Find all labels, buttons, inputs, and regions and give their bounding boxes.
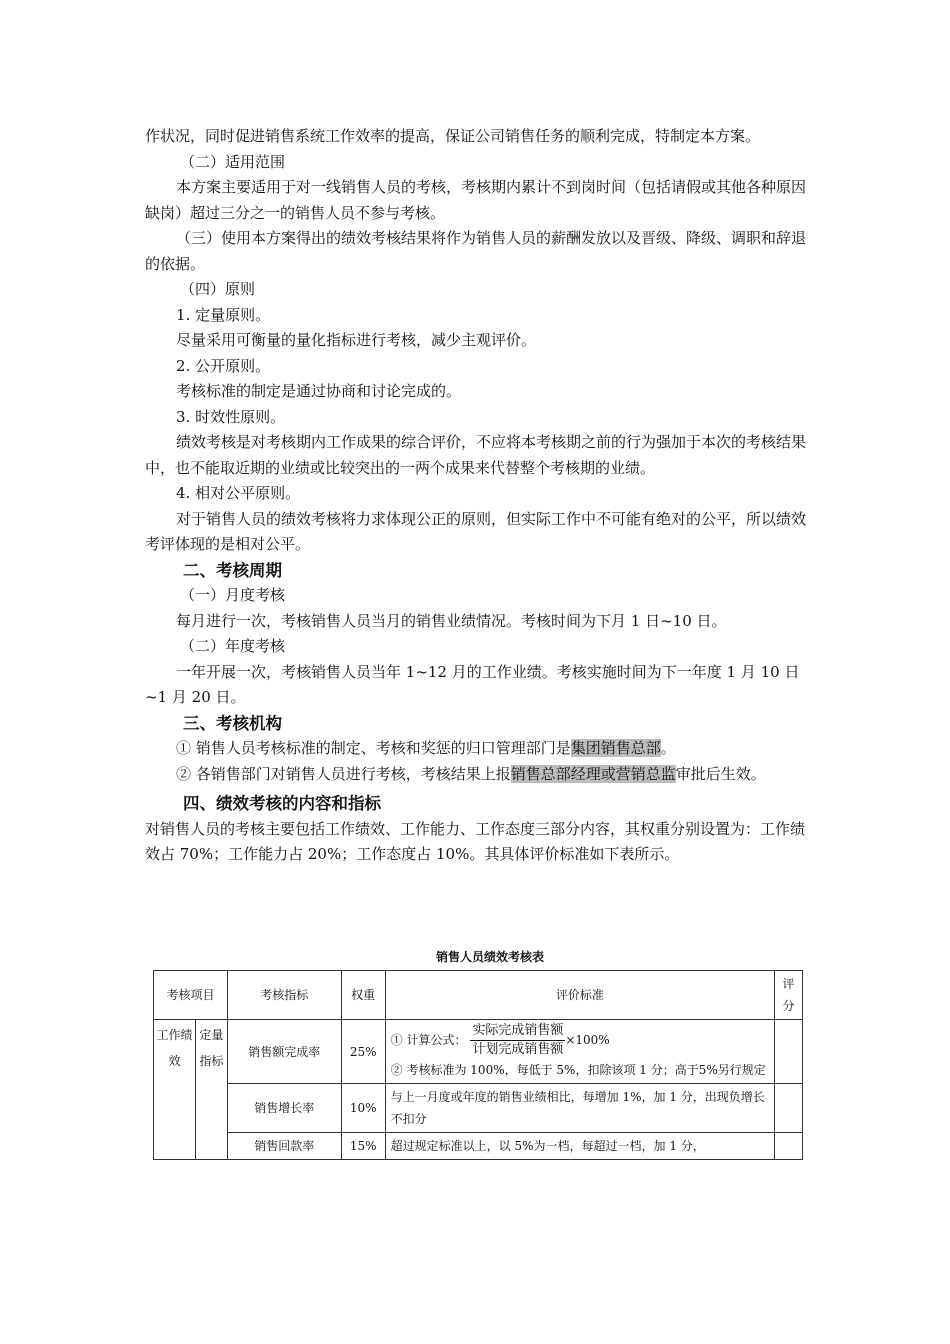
paragraph-intro: 作状况，同时促进销售系统工作效率的提高，保证公司销售任务的顺利完成，特制定本方案。 xyxy=(145,127,761,145)
paragraph-monthly: 每月进行一次，考核销售人员当月的销售业绩情况。考核时间为下月 1 日~10 日。 xyxy=(176,611,727,630)
header-standard: 评价标准 xyxy=(385,971,774,1020)
weight-sales-completion: 25% xyxy=(341,1020,385,1084)
indicator-sales-growth: 销售增长率 xyxy=(227,1084,341,1133)
table-row xyxy=(154,1020,803,1084)
paragraph-usage: （三）使用本方案得出的绩效考核结果将作为销售人员的薪酬发放以及晋级、降级、调职和辞退的依据。 xyxy=(145,229,807,273)
document-body xyxy=(145,124,815,1153)
formula-numerator: 实际完成销售额 xyxy=(470,1022,565,1041)
table-header-row xyxy=(154,971,803,1020)
indicator-sales-completion: 销售额完成率 xyxy=(227,1020,341,1084)
score-cell xyxy=(774,1133,802,1160)
formula-label: ① 计算公式： xyxy=(390,1033,467,1047)
standard-sales-completion xyxy=(385,1020,774,1084)
table-row xyxy=(154,1084,803,1133)
table-row xyxy=(154,1133,803,1160)
principle-3-text: 绩效考核是对考核期内工作成果的综合评价，不应将本考核期之前的行为强加于本次的考核结果中，也不能取近期的业绩或比较突出的一两个成果来代替整个考核期的业绩。 xyxy=(145,433,807,477)
formula xyxy=(391,1022,769,1059)
paragraph-org-1 xyxy=(145,736,815,762)
assessment-table xyxy=(153,970,803,1160)
org-2-text: ② 各销售部门对销售人员进行考核，考核结果上报 xyxy=(176,764,511,783)
subheading-principles: （四）原则 xyxy=(180,280,256,298)
weight-collection-rate: 15% xyxy=(341,1133,385,1160)
heading-cycle: 二、考核周期 xyxy=(183,560,282,580)
formula-multiplier: ×100% xyxy=(565,1033,610,1047)
standard-text: ② 考核标准为 100%，每低于 5%，扣除该项 1 分；高于5%另行规定 xyxy=(390,1063,766,1077)
principle-2-text: 考核标准的制定是通过协商和讨论完成的。 xyxy=(176,382,462,400)
principle-1-title: 1. 定量原则。 xyxy=(176,305,271,324)
principle-4-text: 对于销售人员的绩效考核将力求体现公正的原则，但实际工作中不可能有绝对的公平，所以绩效考评体现的是相对公平。 xyxy=(145,509,807,553)
group-quantitative: 定量指标 xyxy=(195,1020,227,1160)
formula-fraction xyxy=(470,1022,565,1059)
standard-collection-rate: 超过规定标准以上，以 5%为一档，每超过一档，加 1 分， xyxy=(385,1133,774,1160)
formula-denominator: 计划完成销售额 xyxy=(472,1042,564,1057)
paragraph-org-2 xyxy=(145,762,815,788)
paragraph-content: 对销售人员的考核主要包括工作绩效、工作能力、工作态度三部分内容，其权重分别设置为：工作绩效占 70%；工作能力占 20%；工作态度占 10%。其具体评价标准如下表所示。 xyxy=(145,819,806,863)
score-cell xyxy=(774,1084,802,1133)
standard-sales-growth: 与上一月度或年度的销售业绩相比，每增加 1%，加 1 分，出现负增长不扣分 xyxy=(385,1084,774,1133)
org-2-end: 审批后生效。 xyxy=(675,764,766,783)
principle-2-title: 2. 公开原则。 xyxy=(176,356,271,375)
paragraph-annual: 一年开展一次，考核销售人员当年 1~12 月的工作业绩。考核实施时间为下一年度 1 月 10 日~1 月 20 日。 xyxy=(145,662,800,706)
org-1-end: 。 xyxy=(660,739,676,757)
header-item: 考核项目 xyxy=(154,971,228,1020)
subheading-monthly: （一）月度考核 xyxy=(180,586,286,604)
heading-content: 四、绩效考核的内容和指标 xyxy=(183,794,381,813)
header-score: 评分 xyxy=(774,971,802,1020)
principle-3-title: 3. 时效性原则。 xyxy=(176,407,286,426)
group-work-performance: 工作绩效 xyxy=(154,1020,196,1160)
principle-4-title: 4. 相对公平原则。 xyxy=(176,484,301,502)
weight-sales-growth: 10% xyxy=(341,1084,385,1133)
score-cell xyxy=(774,1020,802,1084)
header-weight: 权重 xyxy=(341,971,385,1020)
subheading-annual: （二）年度考核 xyxy=(180,637,286,655)
org-1-text: ① 销售人员考核标准的制定、考核和奖惩的归口管理部门是 xyxy=(176,739,571,757)
subheading-scope: （二）适用范围 xyxy=(180,152,286,171)
header-indicator: 考核指标 xyxy=(227,971,341,1020)
paragraph-scope: 本方案主要适用于对一线销售人员的考核，考核期内累计不到岗时间（包括请假或其他各种原因缺岗）超过三分之一的销售人员不参与考核。 xyxy=(145,178,807,222)
indicator-collection-rate: 销售回款率 xyxy=(227,1133,341,1160)
highlight-group-sales-hq: 集团销售总部 xyxy=(570,739,661,757)
heading-organization: 三、考核机构 xyxy=(183,713,282,733)
table-title: 销售人员绩效考核表 xyxy=(435,950,544,964)
principle-1-text: 尽量采用可衡量的量化指标进行考核，减少主观评价。 xyxy=(176,331,537,349)
highlight-sales-manager: 销售总部经理或营销总监 xyxy=(510,764,676,783)
